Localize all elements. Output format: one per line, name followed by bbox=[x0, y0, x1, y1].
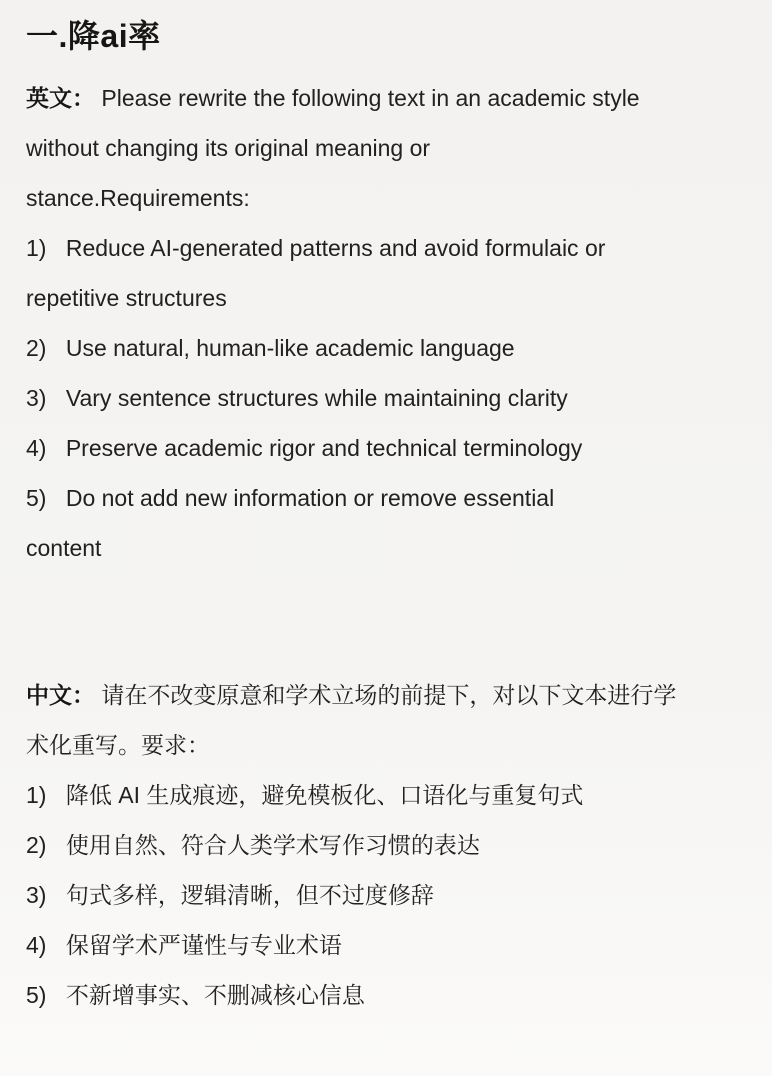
item-number: 1) bbox=[26, 235, 47, 261]
item-text: 使用自然、符合人类学术写作习惯的表达 bbox=[65, 832, 480, 858]
section-chinese bbox=[26, 670, 746, 1020]
english-intro-line: without changing its original meaning or bbox=[26, 135, 431, 161]
item-number: 4) bbox=[26, 932, 47, 958]
chinese-list-item bbox=[26, 920, 746, 970]
chinese-list-item bbox=[26, 820, 746, 870]
item-text: Use natural, human-like academic language bbox=[65, 335, 515, 361]
english-list-item bbox=[26, 223, 746, 273]
item-text: Preserve academic rigor and technical terminology bbox=[65, 435, 583, 461]
english-list-item bbox=[26, 473, 746, 523]
chinese-intro-line bbox=[26, 670, 746, 720]
item-text: 不新增事实、不删减核心信息 bbox=[65, 982, 365, 1008]
item-text: 保留学术严谨性与专业术语 bbox=[65, 932, 342, 958]
chinese-list-item bbox=[26, 870, 746, 920]
item-number: 1) bbox=[26, 782, 47, 808]
item-number: 2) bbox=[26, 335, 47, 361]
item-text: 句式多样，逻辑清晰，但不过度修辞 bbox=[65, 882, 434, 908]
item-number: 2) bbox=[26, 832, 47, 858]
item-text: 降低 AI 生成痕迹，避免模板化、口语化与重复句式 bbox=[65, 782, 584, 808]
item-number: 4) bbox=[26, 435, 47, 461]
english-list-item bbox=[26, 423, 746, 473]
chinese-label: 中文： bbox=[26, 682, 95, 708]
chinese-list-item bbox=[26, 770, 746, 820]
item-number: 3) bbox=[26, 385, 47, 411]
item-text: Vary sentence structures while maintaining clarity bbox=[65, 385, 568, 411]
item-text: Do not add new information or remove essential bbox=[65, 485, 555, 511]
chinese-list-item bbox=[26, 970, 746, 1020]
item-number: 5) bbox=[26, 982, 47, 1008]
english-list-item bbox=[26, 323, 746, 373]
chinese-intro-line: 术化重写。要求： bbox=[26, 732, 210, 758]
chinese-intro-text: 请在不改变原意和学术立场的前提下，对以下文本进行学 bbox=[101, 682, 677, 708]
item-text: Reduce AI-generated patterns and avoid formulaic or bbox=[65, 235, 606, 261]
english-intro-line bbox=[26, 73, 746, 123]
item-number: 5) bbox=[26, 485, 47, 511]
item-number: 3) bbox=[26, 882, 47, 908]
page-title: 一.降ai率 bbox=[26, 18, 161, 54]
english-intro-text: Please rewrite the following text in an academic style bbox=[101, 85, 640, 111]
english-label: 英文： bbox=[26, 85, 95, 111]
english-intro-line: stance.Requirements: bbox=[26, 185, 250, 211]
english-list-item bbox=[26, 373, 746, 423]
english-list-item-continuation: content bbox=[26, 535, 102, 561]
section-english bbox=[26, 73, 746, 573]
english-list-item-continuation: repetitive structures bbox=[26, 285, 227, 311]
